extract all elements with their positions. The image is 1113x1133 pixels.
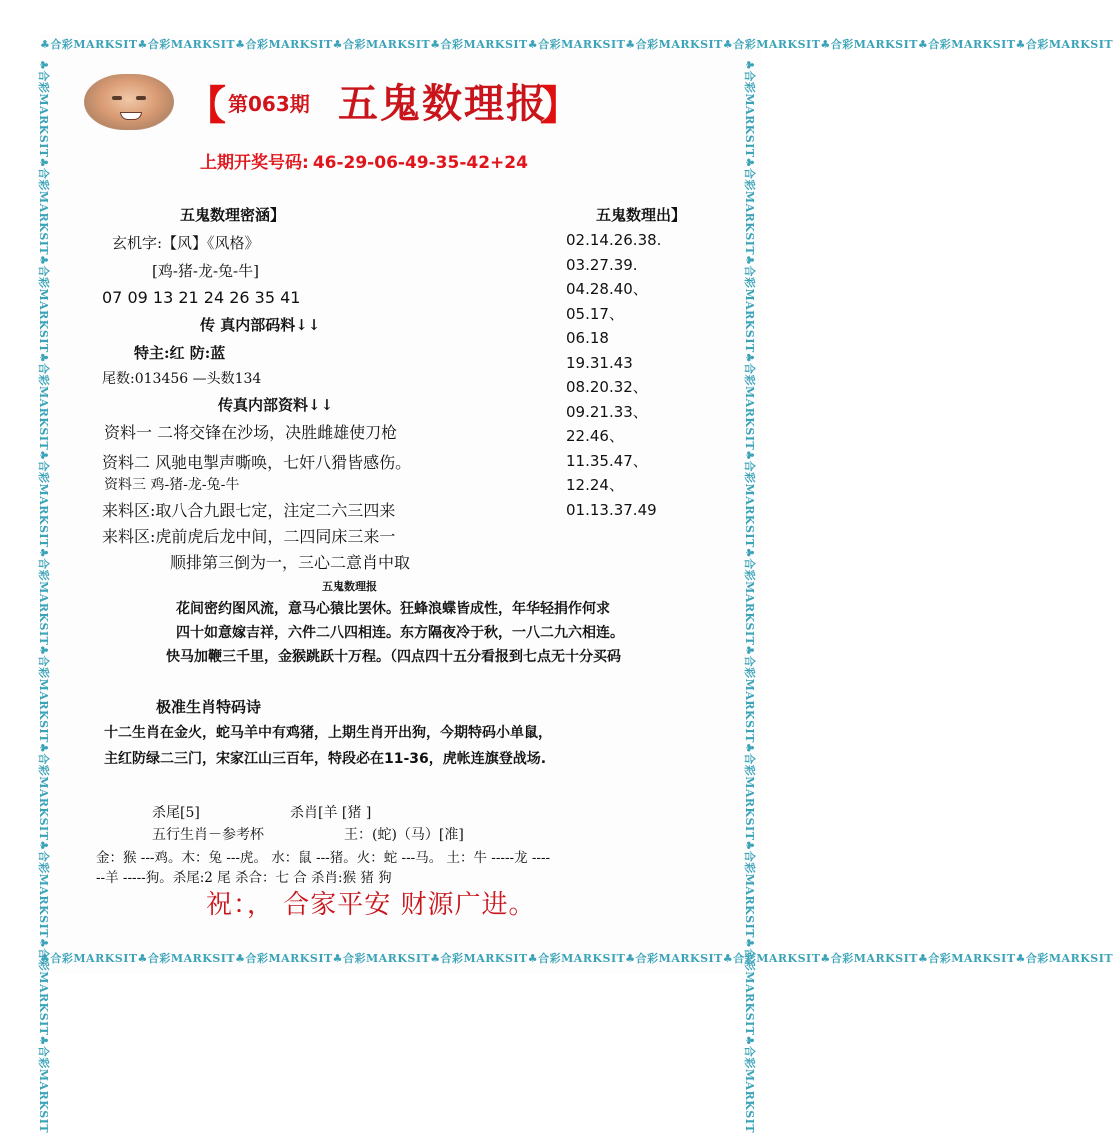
avatar-eye-right: [136, 96, 146, 100]
decorative-border-left-text: ♣合彩MARKSIT♣合彩MARKSIT♣合彩MARKSIT♣合彩MARKSIT♣合彩MARKSIT♣合彩MARKSIT♣合彩MARKSIT♣合彩MARKSIT♣合彩MARKSIT♣合彩MARKSIT♣合彩MARKSIT: [37, 60, 50, 1133]
title-bracket-right: 】: [540, 83, 580, 129]
last-draw-label: 上期开奖号码:: [200, 153, 309, 173]
list-item: 11.35.47、: [566, 451, 648, 470]
wuxing-label: 五行生肖－参考杯: [152, 827, 264, 843]
list-item: 03.27.39.: [566, 255, 638, 274]
title-bracket-left: 【: [186, 83, 226, 129]
fax-line-2: 传真内部资料↓↓: [218, 396, 334, 414]
tezhu-line: 特主:红 防:蓝: [134, 344, 226, 362]
middle-poem-1: 花间密约图风流，意马心猿比罢休。狂蜂浪蝶皆成性，年华轻捐作何求: [176, 601, 610, 617]
left-heading: 五鬼数理密涵】: [180, 206, 286, 224]
weishu-line: 尾数:013456 —头数134: [102, 371, 262, 387]
ziliao-1: 资料一 二将交锋在沙场，决胜雌雄使刀枪: [104, 423, 398, 442]
elements-line-1: 金：猴 ---鸡。木：兔 ---虎。 水：鼠 ---猪。火：蛇 ---马。 土：牛 -----龙 ----: [96, 850, 551, 866]
list-item: 02.14.26.38.: [566, 231, 662, 249]
fax-line-1: 传 真内部码料↓↓: [200, 316, 321, 334]
decorative-border-right-text: ♣合彩MARKSIT♣合彩MARKSIT♣合彩MARKSIT♣合彩MARKSIT♣合彩MARKSIT♣合彩MARKSIT♣合彩MARKSIT♣合彩MARKSIT♣合彩MARKSIT♣合彩MARKSIT♣合彩MARKSIT: [743, 60, 756, 1133]
list-item: 06.18: [566, 329, 609, 347]
avatar-eye-left: [112, 96, 122, 100]
issue-number: 第063期: [228, 92, 310, 116]
list-item: 22.46、: [566, 427, 624, 445]
last-draw: [200, 148, 528, 173]
elements-line-2: --羊 -----狗。杀尾:2 尾 杀合：七 合 杀肖:猴 猪 狗: [96, 870, 392, 886]
middle-poem-2: 四十如意嫁吉祥，六件二八四相连。东方隔夜冷于秋，一八二九六相连。: [176, 625, 624, 641]
list-item: 01.13.37.49: [566, 500, 657, 519]
last-draw-numbers: 46-29-06-49-35-42+24: [312, 153, 528, 173]
poem-line-1: 十二生肖在金火，蛇马羊中有鸡猪，上期生肖开出狗，今期特码小单鼠，: [104, 725, 552, 741]
zodiac-line: [鸡-猪-龙-兔-牛]: [152, 262, 259, 280]
list-item: 19.31.43: [566, 353, 633, 372]
list-item: 05.17、: [566, 304, 624, 323]
decorative-border-top: ♣合彩MARKSIT♣合彩MARKSIT♣合彩MARKSIT♣合彩MARKSIT♣合彩MARKSIT♣合彩MARKSIT♣合彩MARKSIT♣合彩MARKSIT♣合彩MARKSIT♣合彩MARKSIT♣合彩MARKSIT: [40, 38, 1113, 51]
list-item: 09.21.33、: [566, 402, 648, 421]
avatar: [84, 74, 174, 130]
shaxiao-label: 杀肖[羊 [猪 ]: [290, 805, 372, 821]
wuxing-main: 王：(蛇)（马）[准]: [344, 827, 464, 843]
decorative-border-bottom: ♣合彩MARKSIT♣合彩MARKSIT♣合彩MARKSIT♣合彩MARKSIT♣合彩MARKSIT♣合彩MARKSIT♣合彩MARKSIT♣合彩MARKSIT♣合彩MARKSIT♣合彩MARKSIT♣合彩MARKSIT: [40, 952, 1113, 965]
ziliao-2: 资料二 风驰电掣声嘶唤，七奸八猾皆感伤。: [102, 453, 412, 472]
poem-line-2: 主红防绿二三门，宋家江山三百年，特段必在11-36，虎帐连旗登战场.: [104, 751, 547, 767]
right-number-list: [566, 228, 661, 522]
middle-poem-3: 快马加鞭三千里，金猴跳跃十万程。（四点四十五分看报到七点无十分买码: [166, 649, 621, 665]
laiqu-3: 顺排第三倒为一，三心二意肖中取: [170, 553, 411, 572]
middle-small-heading: 五鬼数理报: [322, 580, 377, 593]
laiqu-1: 来料区:取八合九跟七定，注定二六三四来: [102, 501, 396, 520]
right-heading: 五鬼数理出】: [596, 206, 687, 224]
number-line: 07 09 13 21 24 26 35 41: [102, 288, 301, 307]
list-item: 08.20.32、: [566, 378, 648, 396]
list-item: 12.24、: [566, 476, 624, 494]
shawei-label: 杀尾[5]: [152, 805, 200, 821]
laiqu-2: 来料区:虎前虎后龙中间，二四同床三来一: [102, 527, 396, 546]
avatar-mouth: [120, 112, 142, 120]
page-title: 五鬼数理报: [338, 80, 548, 127]
decorative-border-left: [30, 60, 60, 1133]
ziliao-3: 资料三 鸡-猪-龙-兔-牛: [104, 477, 240, 493]
decorative-border-right: [736, 60, 766, 1133]
xuanji-line: 玄机字:【风】《风格》: [112, 234, 260, 252]
poem-heading: 极准生肖特码诗: [156, 698, 262, 716]
list-item: 04.28.40、: [566, 280, 648, 298]
blessing-text: 祝：， 合家平安 财源广进。: [206, 890, 536, 920]
